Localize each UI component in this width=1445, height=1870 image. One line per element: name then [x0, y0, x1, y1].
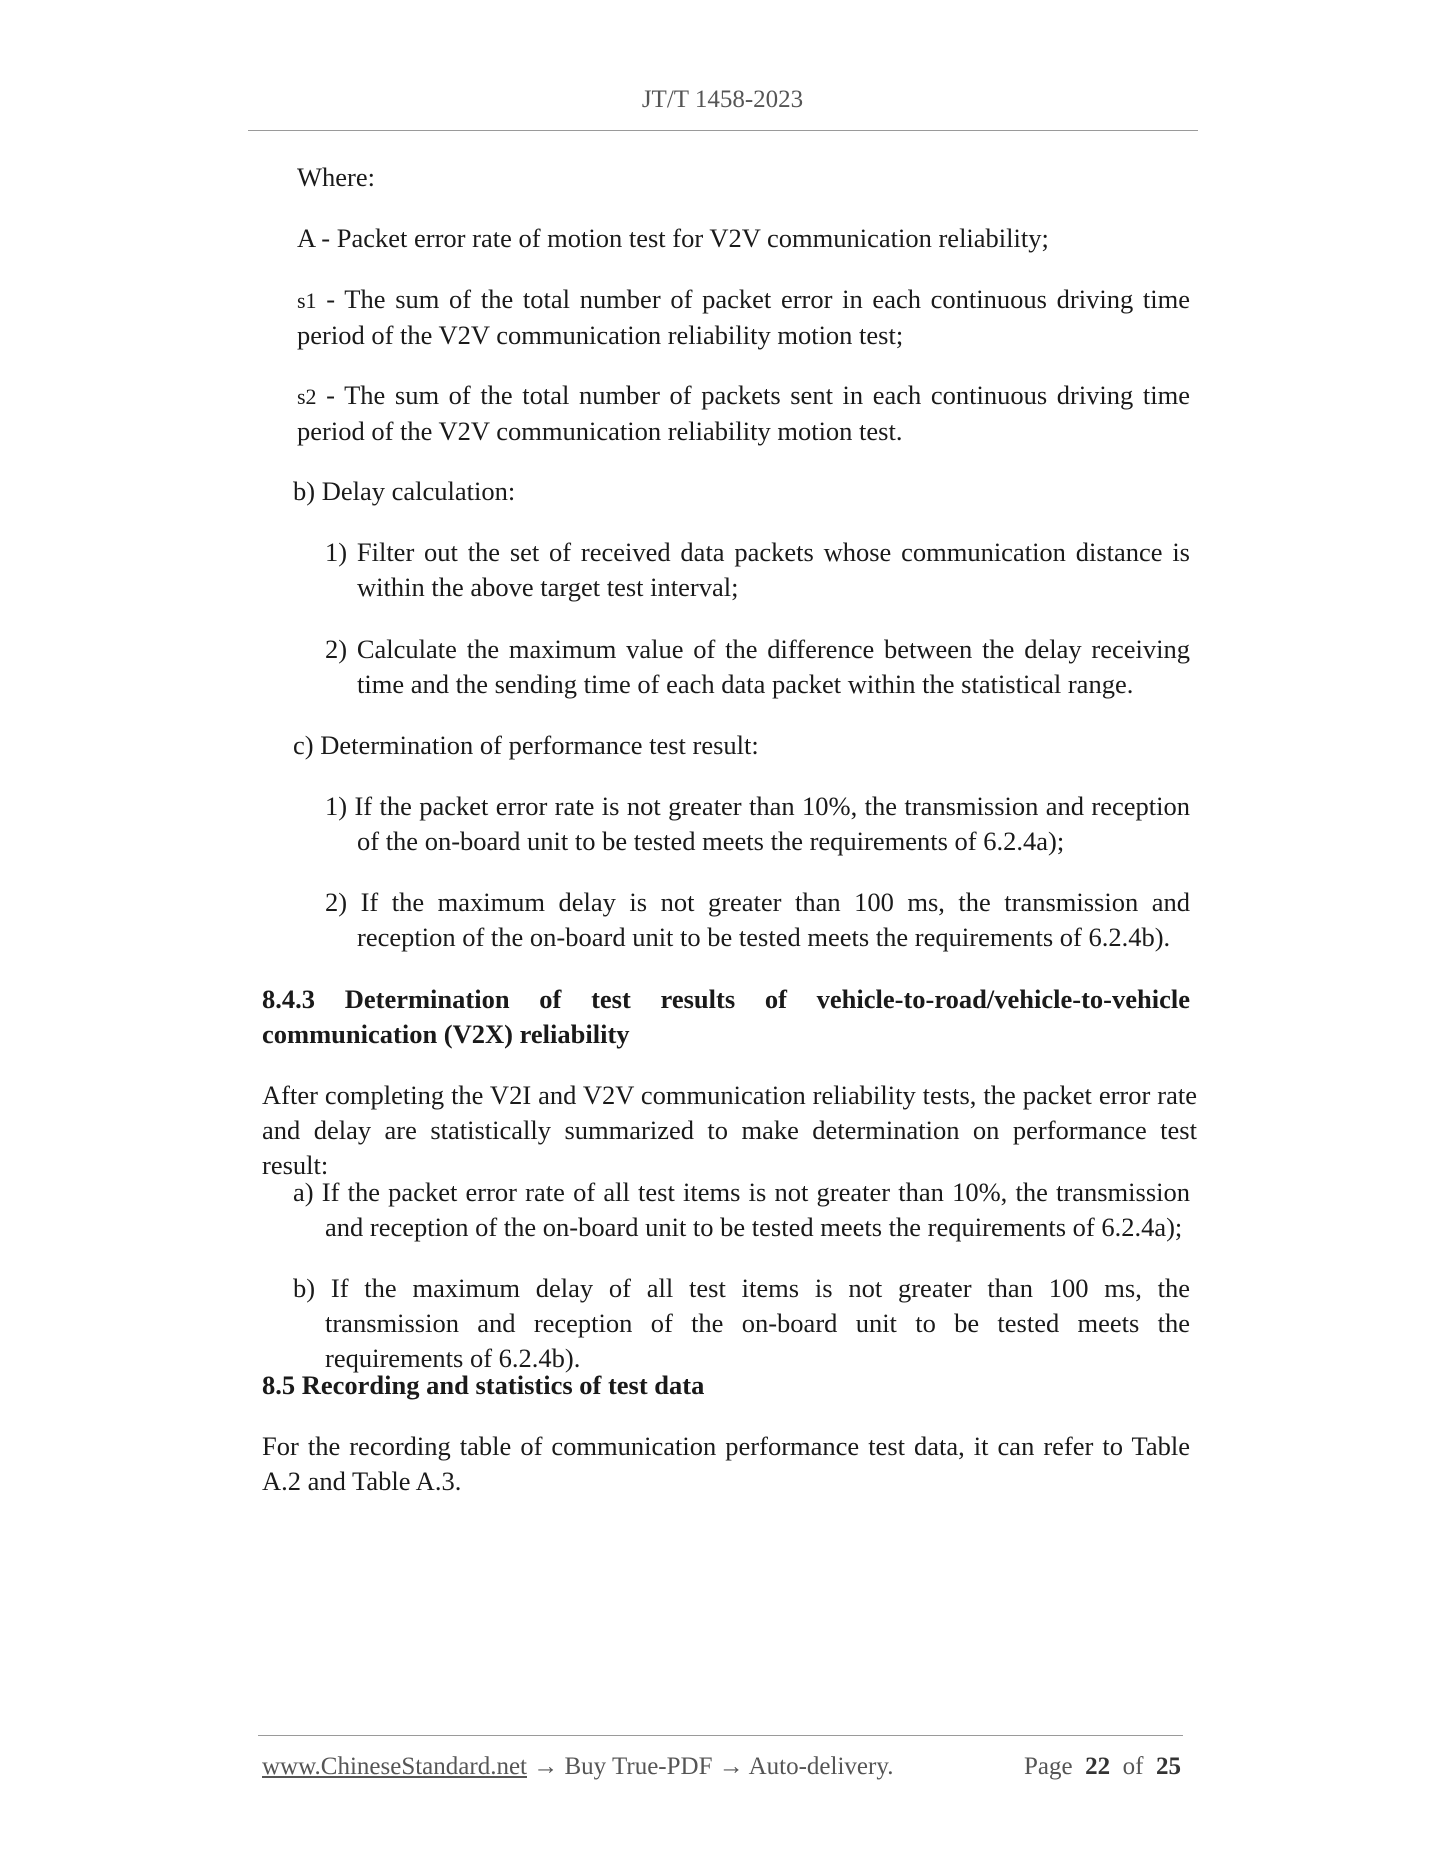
definition-a: A - Packet error rate of motion test for V2V communication reliability;	[297, 223, 1049, 253]
section-8-4-3-paragraph: After completing the V2I and V2V communication reliability tests, the packet error rate and delay are statistically summarized to make determination on performance test result:	[262, 1080, 1197, 1180]
definition-s2	[297, 378, 1190, 449]
header-divider	[248, 130, 1198, 131]
page-label: Page	[1024, 1753, 1073, 1780]
section-8-4-3-item-a: a) If the packet error rate of all test items is not greater than 10%, the transmission and reception of the on-board unit to be tested meets the requirements of 6.2.4a);	[293, 1177, 1190, 1242]
footer-promo-text: → Buy True-PDF → Auto-delivery.	[527, 1753, 894, 1780]
variable-s2: s2	[297, 384, 317, 409]
total-pages: 25	[1155, 1753, 1181, 1780]
item-c-1: 1) If the packet error rate is not greater than 10%, the transmission and reception of the on-board unit to be tested meets the requirements of 6.2.4a);	[325, 791, 1190, 856]
document-code-header: JT/T 1458-2023	[641, 86, 804, 113]
footer-promo	[262, 1753, 893, 1781]
item-b-delay-calculation: b) Delay calculation:	[293, 476, 516, 506]
page-number: 22	[1085, 1753, 1111, 1780]
item-c-2: 2) If the maximum delay is not greater than 100 ms, the transmission and reception of the on-board unit to be tested meets the requirements of 6.2.4b).	[325, 887, 1190, 952]
variable-s1: s1	[297, 288, 317, 313]
item-b-2: 2) Calculate the maximum value of the difference between the delay receiving time and the sending time of each data packet within the statistical range.	[325, 634, 1190, 699]
page-indicator	[1024, 1753, 1181, 1781]
where-label: Where:	[297, 162, 375, 192]
chinese-standard-link[interactable]: www.ChineseStandard.net	[262, 1753, 527, 1780]
item-b-1: 1) Filter out the set of received data packets whose communication distance is within the above target test interval;	[325, 537, 1190, 602]
definition-s1-text: - The sum of the total number of packet error in each continuous driving time period of the V2V communication reliability motion test;	[297, 284, 1190, 350]
section-heading-8-5: 8.5 Recording and statistics of test data	[262, 1370, 705, 1400]
definition-s2-text: - The sum of the total number of packets sent in each continuous driving time period of the V2V communication reliability motion test.	[297, 380, 1190, 446]
of-label: of	[1122, 1753, 1144, 1780]
section-8-5-paragraph: For the recording table of communication performance test data, it can refer to Table A.2 and Table A.3.	[262, 1431, 1190, 1496]
section-8-4-3-item-b: b) If the maximum delay of all test items is not greater than 100 ms, the transmission and reception of the on-board unit to be tested meets the requirements of 6.2.4b).	[293, 1273, 1190, 1373]
definition-s1	[297, 282, 1190, 353]
footer-divider	[258, 1735, 1183, 1736]
section-heading-8-4-3: 8.4.3 Determination of test results of vehicle-to-road/vehicle-to-vehicle communication (V2X) reliability	[262, 984, 1190, 1049]
item-c-determination: c) Determination of performance test result:	[293, 730, 759, 760]
